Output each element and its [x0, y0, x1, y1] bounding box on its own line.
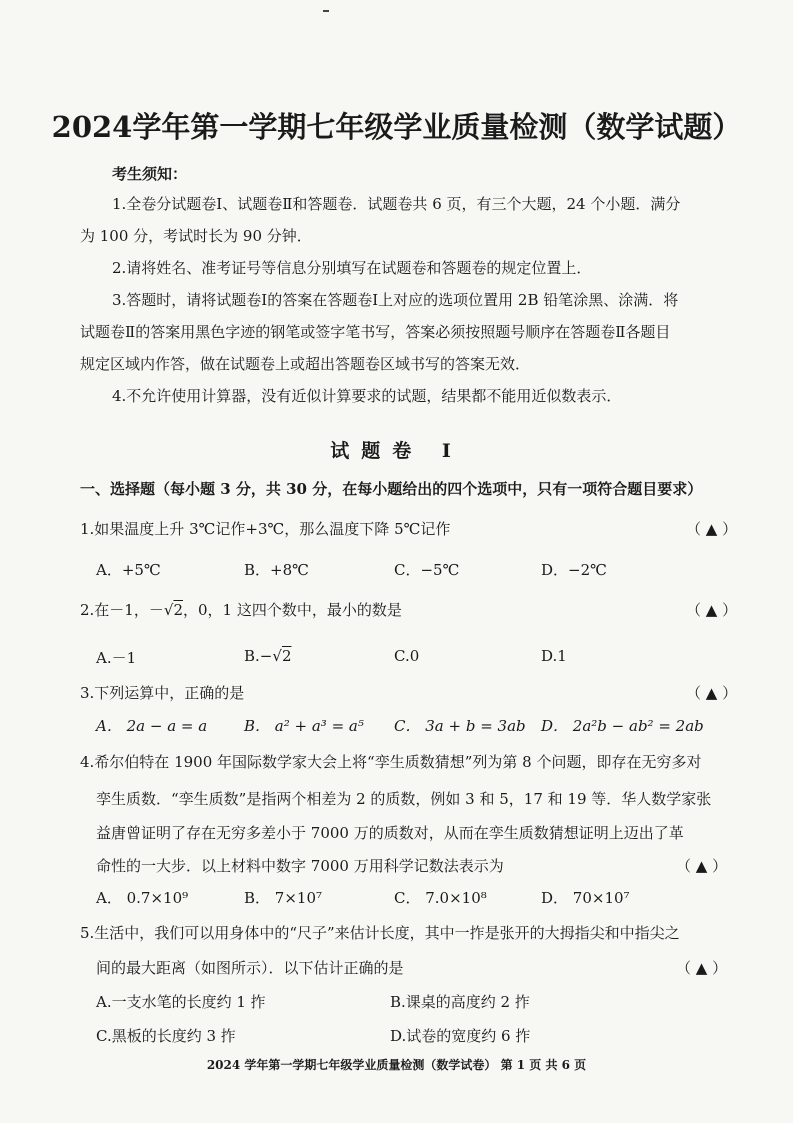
q3-option-d: D． 2a²b − ab² = 2ab	[541, 717, 704, 735]
q3-option-a: A． 2a − a = a	[96, 717, 208, 735]
sqrt-symbol: √	[163, 601, 174, 619]
q5-option-a: A.一支水笔的长度约 1 拃	[96, 993, 266, 1011]
section-title: 试题卷 Ⅰ	[330, 440, 463, 462]
notice-item-1: 1.全卷分试题卷Ⅰ、试题卷Ⅱ和答题卷．试题卷共 6 页，有三个大题，24 个小题．满分 为 100 分，考试时长为 90 分钟．	[80, 195, 681, 245]
minus-sign: －	[148, 601, 164, 619]
q4-option-b: B． 7×10⁷	[244, 889, 323, 907]
q1-option-c: C．−5℃	[394, 561, 460, 579]
question-4-line-3: 益唐曾证明了存在无穷多差小于 7000 万的质数对，从而在孪生质数猜想证明上迈出了革	[96, 824, 684, 842]
question-4-line-1: 4.希尔伯特在 1900 年国际数学家大会上将“孪生质数猜想”列为第 8 个问题，即存在无穷多对	[80, 753, 702, 771]
question-5-line-1: 5.生活中，我们可以用身体中的“尺子”来估计长度，其中一拃是张开的大拇指尖和中指尖之	[80, 924, 680, 942]
q4-option-d: D． 70×10⁷	[541, 889, 630, 907]
q5-option-b: B.课桌的高度约 2 拃	[390, 993, 530, 1011]
q1-option-b: B．+8℃	[244, 561, 309, 579]
question-3-stem: 3.下列运算中，正确的是	[80, 684, 245, 702]
q1-option-a: A．+5℃	[96, 561, 161, 579]
q2-option-b: B.−√2	[244, 647, 292, 665]
notice-item-2: 2.请将姓名、准考证号等信息分别填写在试题卷和答题卷的规定位置上．	[112, 259, 592, 277]
part-heading: 一、选择题（每小题 3 分，共 30 分，在每小题给出的四个选项中，只有一项符合题目要求）	[80, 480, 703, 498]
q4-option-a: A． 0.7×10⁹	[96, 889, 189, 907]
scan-mark	[323, 10, 329, 12]
q2-option-c: C.0	[394, 647, 420, 665]
answer-mark: （ ▲ ）	[676, 857, 728, 875]
q4-option-c: C． 7.0×10⁸	[394, 889, 487, 907]
answer-mark: （ ▲ ）	[686, 520, 738, 538]
q1-option-d: D．−2℃	[541, 561, 607, 579]
q5-option-d: D.试卷的宽度约 6 拃	[390, 1027, 531, 1045]
notice-heading: 考生须知：	[112, 165, 188, 183]
notice-item-4: 4.不允许使用计算器，没有近似计算要求的试题，结果都不能用近似数表示．	[112, 387, 622, 405]
question-4-line-4: 命性的一大步．以上材料中数字 7000 万用科学记数法表示为	[96, 857, 504, 875]
exam-title: 2024学年第一学期七年级学业质量检测（数学试题）	[51, 110, 742, 144]
question-1-stem: 1.如果温度上升 3℃记作+3℃，那么温度下降 5℃记作	[80, 520, 451, 538]
q5-option-c: C.黑板的长度约 3 拃	[96, 1027, 236, 1045]
answer-mark: （ ▲ ）	[686, 601, 738, 619]
q3-option-c: C． 3a + b = 3ab	[394, 717, 526, 735]
page-footer: 2024 学年第一学期七年级学业质量检测（数学试卷） 第 1 页 共 6 页	[206, 1058, 587, 1072]
answer-mark: （ ▲ ）	[686, 684, 738, 702]
question-4-line-2: 孪生质数．“孪生质数”是指两个相差为 2 的质数，例如 3 和 5，17 和 19 等．华人数学家张	[96, 790, 712, 808]
question-2-stem: 2.在－1，－√2，0，1 这四个数中，最小的数是	[80, 601, 402, 619]
notice-item-3: 3.答题时，请将试题卷Ⅰ的答案在答题卷Ⅰ上对应的选项位置用 2B 铅笔涂黑、涂满．将 试题卷Ⅱ的答案用黑色字迹的钢笔或签字笔书写，答案必须按照题号顺序在答题卷Ⅱ各题目 规定区域内作答，做在试题卷上或超出答题卷区域书写的答案无效．	[80, 291, 679, 373]
q2-option-a: A.－1	[96, 649, 137, 667]
answer-mark: （ ▲ ）	[676, 959, 728, 977]
q3-option-b: B． a² + a³ = a⁵	[244, 717, 364, 735]
q2-option-d: D.1	[541, 647, 567, 665]
question-5-line-2: 间的最大距离（如图所示）．以下估计正确的是	[96, 959, 404, 977]
